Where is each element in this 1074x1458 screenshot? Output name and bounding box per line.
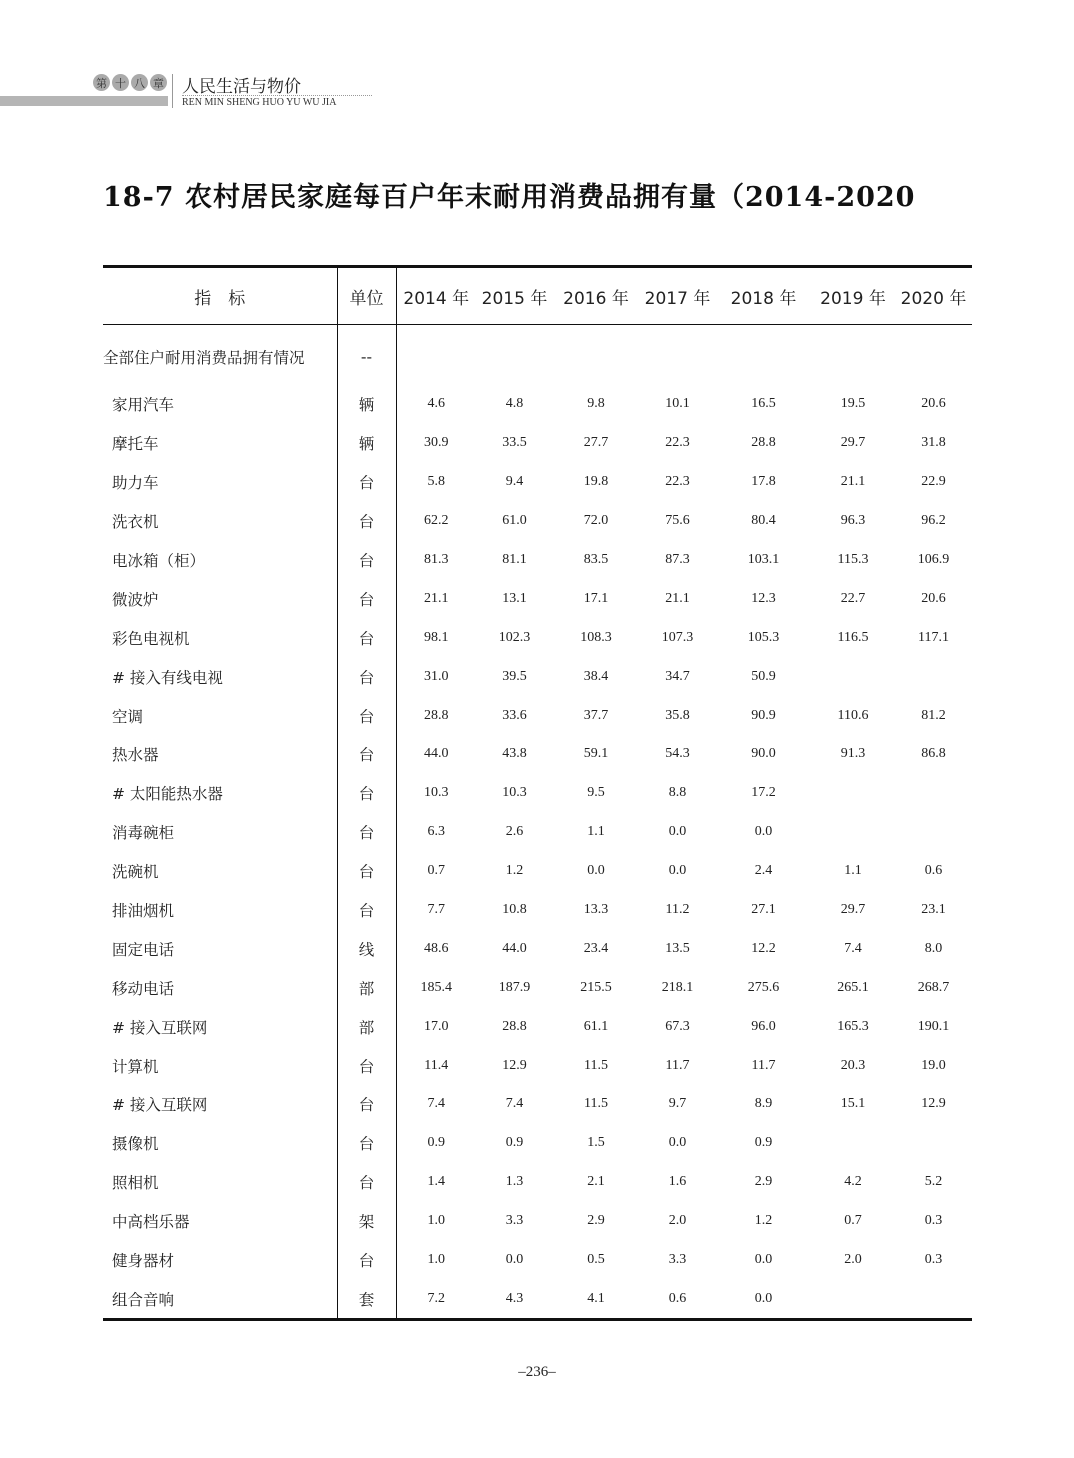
unit-cell: 台 — [337, 541, 396, 580]
value-cell: 81.2 — [921, 707, 946, 723]
value-cell: 11.7 — [751, 1057, 776, 1073]
value-cell: 1.1 — [587, 824, 605, 840]
value-cell: 0.0 — [668, 824, 687, 840]
table-row — [103, 929, 972, 968]
value-cell: 115.3 — [837, 552, 869, 567]
value-cell: 0.3 — [924, 1252, 943, 1268]
value-cell: 2.4 — [754, 863, 773, 879]
value-cell: 28.8 — [502, 1018, 527, 1034]
value-cell: 17.8 — [751, 474, 776, 490]
value-cell: 90.9 — [751, 707, 776, 723]
indicator-name: # 接入有线电视 — [103, 657, 337, 696]
value-cell: 16.5 — [751, 396, 776, 412]
table-row — [103, 1163, 972, 1202]
unit-cell: 台 — [337, 657, 396, 696]
col-header-year: 2016 年 — [553, 267, 639, 325]
table-row — [103, 696, 972, 735]
table-row — [103, 1279, 972, 1319]
value-cell: 38.4 — [583, 668, 609, 684]
indicator-name: 助力车 — [103, 463, 337, 502]
value-cell — [811, 774, 895, 813]
table-row — [103, 968, 972, 1007]
value-cell — [895, 1124, 972, 1163]
value-cell: 10.3 — [502, 785, 527, 801]
col-header-year: 2020 年 — [895, 267, 972, 325]
value-cell: 21.1 — [424, 590, 449, 606]
indicator-name: # 接入互联网 — [103, 1085, 337, 1124]
value-cell: 0.9 — [754, 1135, 773, 1151]
value-cell: 9.5 — [587, 785, 605, 801]
value-cell — [811, 1124, 895, 1163]
value-cell: 54.3 — [665, 746, 690, 762]
indicator-name: 微波炉 — [103, 579, 337, 618]
indicator-name: 移动电话 — [103, 968, 337, 1007]
col-header-indicator: 指 标 — [103, 267, 337, 325]
chapter-title-en: REN MIN SHENG HUO YU WU JIA — [182, 97, 337, 108]
value-cell: 8.0 — [924, 940, 943, 956]
value-cell — [716, 325, 811, 386]
value-cell: 67.3 — [665, 1018, 690, 1034]
value-cell — [811, 325, 895, 386]
indicator-name: # 接入互联网 — [103, 1007, 337, 1046]
value-cell: 1.6 — [668, 1174, 687, 1190]
value-cell: 90.0 — [751, 746, 776, 762]
value-cell: 17.2 — [751, 785, 776, 801]
value-cell: 116.5 — [837, 629, 869, 645]
col-header-unit: 单位 — [337, 267, 396, 325]
value-cell: 59.1 — [583, 746, 609, 762]
value-cell: 103.1 — [747, 552, 780, 567]
value-cell: 61.1 — [583, 1018, 609, 1034]
value-cell: 98.1 — [424, 629, 449, 645]
value-cell: 29.7 — [840, 435, 866, 451]
value-cell — [895, 774, 972, 813]
table-row — [103, 541, 972, 580]
value-cell: 268.7 — [917, 979, 950, 995]
value-cell: 19.5 — [840, 396, 866, 412]
value-cell: 83.5 — [583, 552, 609, 567]
table-row — [103, 735, 972, 774]
value-cell: 190.1 — [917, 1018, 950, 1034]
value-cell: 96.2 — [921, 513, 946, 529]
value-cell: 1.0 — [427, 1213, 445, 1229]
unit-cell: 台 — [337, 463, 396, 502]
value-cell: 2.0 — [668, 1213, 687, 1229]
value-cell — [895, 325, 972, 386]
value-cell: 8.8 — [668, 785, 687, 801]
value-cell: 10.1 — [665, 396, 690, 412]
value-cell: 22.9 — [921, 474, 946, 490]
value-cell: 28.8 — [751, 435, 776, 451]
value-cell: 7.7 — [427, 902, 445, 918]
value-cell: 0.3 — [924, 1213, 943, 1229]
value-cell: 117.1 — [918, 629, 949, 645]
value-cell: 0.7 — [427, 863, 445, 879]
value-cell: 11.5 — [584, 1057, 608, 1073]
value-cell: 1.3 — [505, 1174, 524, 1190]
unit-cell: 台 — [337, 1085, 396, 1124]
value-cell: 7.2 — [396, 1279, 476, 1319]
col-header-year: 2019 年 — [811, 267, 895, 325]
unit-cell: 台 — [337, 579, 396, 618]
value-cell: 11.2 — [665, 902, 690, 918]
value-cell: 21.1 — [840, 474, 866, 490]
page-title: 18-7 农村居民家庭每百户年末耐用消费品拥有量（2014-2020 — [103, 182, 916, 213]
indicator-name: 排油烟机 — [103, 891, 337, 930]
col-header-year: 2014 年 — [396, 267, 476, 325]
chapter-char: 第 — [93, 74, 110, 91]
value-cell — [895, 1279, 972, 1319]
value-cell: 185.4 — [420, 979, 452, 995]
value-cell: 61.0 — [502, 513, 527, 529]
unit-cell: 台 — [337, 891, 396, 930]
value-cell — [811, 657, 895, 696]
indicator-name: 固定电话 — [103, 929, 337, 968]
value-cell: 13.3 — [583, 902, 609, 918]
header-decor-bar — [0, 96, 168, 106]
value-cell: 33.6 — [502, 707, 527, 723]
value-cell: 44.0 — [502, 940, 527, 956]
chapter-title: 人民生活与物价 — [182, 77, 301, 97]
value-cell: 11.7 — [665, 1057, 690, 1073]
value-cell: 3.3 — [668, 1252, 687, 1268]
unit-cell: 台 — [337, 774, 396, 813]
value-cell — [811, 813, 895, 852]
value-cell: 105.3 — [747, 629, 780, 645]
value-cell: 86.8 — [921, 746, 946, 762]
value-cell: 0.5 — [587, 1252, 605, 1268]
value-cell — [396, 325, 476, 386]
unit-cell: 台 — [337, 502, 396, 541]
unit-cell: 台 — [337, 1163, 396, 1202]
value-cell: 1.1 — [844, 863, 862, 879]
value-cell: 0.0 — [754, 1252, 773, 1268]
value-cell: 44.0 — [424, 746, 449, 762]
value-cell: 17.1 — [583, 590, 609, 606]
indicator-name: 彩色电视机 — [103, 618, 337, 657]
chapter-char: 十 — [112, 74, 129, 91]
value-cell: 19.0 — [921, 1057, 946, 1073]
value-cell: 0.9 — [505, 1135, 524, 1151]
value-cell: 4.3 — [476, 1279, 553, 1319]
value-cell: 2.9 — [754, 1174, 773, 1190]
value-cell: 1.2 — [505, 863, 524, 879]
value-cell: 72.0 — [583, 513, 609, 529]
value-cell: 12.3 — [751, 590, 776, 606]
value-cell: 31.0 — [424, 668, 449, 684]
value-cell: 5.2 — [924, 1174, 943, 1190]
unit-cell: 辆 — [337, 424, 396, 463]
value-cell: 13.1 — [502, 590, 527, 606]
unit-cell: 部 — [337, 968, 396, 1007]
value-cell: 96.0 — [751, 1018, 776, 1034]
value-cell: 4.1 — [553, 1279, 639, 1319]
value-cell: 0.0 — [505, 1252, 524, 1268]
value-cell: 265.1 — [837, 979, 869, 995]
value-cell: 81.1 — [502, 552, 527, 567]
value-cell: 80.4 — [751, 513, 776, 529]
unit-cell: -- — [337, 325, 396, 386]
indicator-name: 空调 — [103, 696, 337, 735]
unit-cell: 台 — [337, 696, 396, 735]
table-row — [103, 657, 972, 696]
value-cell — [895, 813, 972, 852]
page-number: –236– — [518, 1364, 556, 1380]
value-cell — [811, 1279, 895, 1319]
value-cell: 11.5 — [584, 1096, 608, 1112]
table-header-row — [103, 267, 972, 325]
indicator-name: 洗碗机 — [103, 852, 337, 891]
value-cell: 22.3 — [665, 435, 690, 451]
unit-cell: 台 — [337, 618, 396, 657]
indicator-name: 消毒碗柜 — [103, 813, 337, 852]
value-cell: 12.9 — [921, 1096, 946, 1112]
col-header-year: 2015 年 — [476, 267, 553, 325]
value-cell: 22.3 — [665, 474, 690, 490]
value-cell: 48.6 — [424, 940, 449, 956]
value-cell: 12.2 — [751, 940, 776, 956]
value-cell: 187.9 — [498, 979, 531, 995]
value-cell: 33.5 — [502, 435, 527, 451]
value-cell: 21.1 — [665, 590, 690, 606]
value-cell: 0.6 — [639, 1279, 716, 1319]
value-cell — [639, 325, 716, 386]
header-divider — [172, 74, 173, 108]
table-row — [103, 1241, 972, 1280]
indicator-name: 摄像机 — [103, 1124, 337, 1163]
table-row — [103, 618, 972, 657]
col-header-year: 2017 年 — [639, 267, 716, 325]
value-cell: 9.7 — [668, 1096, 687, 1112]
indicator-name: 组合音响 — [103, 1279, 337, 1319]
table-row — [103, 385, 972, 424]
value-cell: 6.3 — [427, 824, 445, 840]
value-cell: 39.5 — [502, 668, 527, 684]
value-cell: 31.8 — [921, 435, 946, 451]
value-cell: 34.7 — [665, 668, 690, 684]
value-cell: 1.2 — [754, 1213, 773, 1229]
value-cell: 91.3 — [840, 746, 866, 762]
table-row — [103, 1046, 972, 1085]
value-cell: 1.5 — [587, 1135, 605, 1151]
value-cell: 87.3 — [665, 552, 690, 567]
value-cell: 7.4 — [505, 1096, 524, 1112]
indicator-name: 健身器材 — [103, 1241, 337, 1280]
unit-cell: 台 — [337, 1241, 396, 1280]
value-cell: 11.4 — [424, 1057, 449, 1073]
table-row — [103, 1124, 972, 1163]
value-cell: 0.0 — [668, 863, 687, 879]
value-cell: 4.2 — [844, 1174, 862, 1190]
unit-cell: 套 — [337, 1279, 396, 1319]
table-row — [103, 463, 972, 502]
header-dotted-rule — [182, 95, 372, 96]
value-cell: 62.2 — [424, 513, 449, 529]
value-cell: 8.9 — [754, 1096, 773, 1112]
value-cell: 29.7 — [840, 902, 866, 918]
value-cell: 7.4 — [844, 940, 862, 956]
durable-goods-table — [103, 265, 972, 1321]
unit-cell: 线 — [337, 929, 396, 968]
value-cell: 1.4 — [427, 1174, 445, 1190]
value-cell: 30.9 — [424, 435, 449, 451]
indicator-name: 洗衣机 — [103, 502, 337, 541]
value-cell: 107.3 — [661, 629, 694, 645]
indicator-name: 电冰箱（柜） — [103, 541, 337, 580]
value-cell: 9.8 — [587, 396, 605, 412]
indicator-name: # 太阳能热水器 — [103, 774, 337, 813]
value-cell: 17.0 — [424, 1018, 449, 1034]
indicator-name: 计算机 — [103, 1046, 337, 1085]
unit-cell: 台 — [337, 735, 396, 774]
value-cell: 37.7 — [583, 707, 609, 723]
table-row — [103, 891, 972, 930]
value-cell: 2.9 — [587, 1213, 605, 1229]
col-header-year: 2018 年 — [716, 267, 811, 325]
value-cell: 4.8 — [505, 396, 524, 412]
value-cell — [895, 657, 972, 696]
value-cell: 20.6 — [921, 590, 946, 606]
value-cell: 5.8 — [427, 474, 445, 490]
value-cell: 27.1 — [751, 902, 776, 918]
value-cell: 0.0 — [754, 824, 773, 840]
value-cell: 27.7 — [583, 435, 609, 451]
value-cell: 4.6 — [427, 396, 445, 412]
value-cell: 50.9 — [751, 668, 776, 684]
value-cell: 2.1 — [587, 1174, 605, 1190]
value-cell: 96.3 — [840, 513, 866, 529]
value-cell: 275.6 — [747, 979, 780, 995]
table-row — [103, 852, 972, 891]
value-cell: 0.0 — [587, 863, 605, 879]
unit-cell: 台 — [337, 852, 396, 891]
value-cell: 12.9 — [502, 1057, 527, 1073]
value-cell: 102.3 — [498, 629, 531, 645]
value-cell: 215.5 — [580, 979, 612, 995]
value-cell: 165.3 — [837, 1018, 869, 1034]
value-cell: 20.6 — [921, 396, 946, 412]
value-cell: 23.1 — [921, 902, 946, 918]
value-cell: 0.6 — [924, 863, 943, 879]
unit-cell: 部 — [337, 1007, 396, 1046]
indicator-name: 中高档乐器 — [103, 1202, 337, 1241]
value-cell: 13.5 — [665, 940, 690, 956]
value-cell: 15.1 — [840, 1096, 866, 1112]
value-cell: 43.8 — [502, 746, 527, 762]
value-cell: 35.8 — [665, 707, 690, 723]
unit-cell: 台 — [337, 1124, 396, 1163]
indicator-name: 全部住户耐用消费品拥有情况 — [103, 325, 337, 386]
value-cell: 0.0 — [668, 1135, 687, 1151]
value-cell: 28.8 — [424, 707, 449, 723]
unit-cell: 辆 — [337, 385, 396, 424]
value-cell: 1.0 — [427, 1252, 445, 1268]
table-row — [103, 1202, 972, 1241]
table-row — [103, 1085, 972, 1124]
value-cell: 108.3 — [580, 629, 612, 645]
value-cell: 0.0 — [716, 1279, 811, 1319]
value-cell: 2.6 — [505, 824, 524, 840]
chapter-char: 八 — [131, 74, 148, 91]
value-cell: 19.8 — [583, 474, 609, 490]
unit-cell: 架 — [337, 1202, 396, 1241]
value-cell: 218.1 — [661, 979, 694, 995]
value-cell — [476, 325, 553, 386]
chapter-label — [93, 74, 167, 91]
value-cell: 10.3 — [424, 785, 449, 801]
value-cell: 2.0 — [844, 1252, 862, 1268]
value-cell: 9.4 — [505, 474, 524, 490]
indicator-name: 热水器 — [103, 735, 337, 774]
value-cell: 23.4 — [583, 940, 609, 956]
table-row — [103, 424, 972, 463]
value-cell: 20.3 — [840, 1057, 866, 1073]
chapter-char: 章 — [150, 74, 167, 91]
value-cell: 81.3 — [424, 552, 449, 567]
value-cell: 110.6 — [837, 707, 869, 723]
indicator-name: 家用汽车 — [103, 385, 337, 424]
value-cell — [553, 325, 639, 386]
value-cell: 7.4 — [427, 1096, 445, 1112]
table-row — [103, 579, 972, 618]
value-cell: 106.9 — [917, 552, 950, 567]
table-row — [103, 1007, 972, 1046]
table-row — [103, 774, 972, 813]
unit-cell: 台 — [337, 1046, 396, 1085]
value-cell: 10.8 — [502, 902, 527, 918]
value-cell: 75.6 — [665, 513, 690, 529]
value-cell: 22.7 — [840, 590, 866, 606]
value-cell: 3.3 — [505, 1213, 524, 1229]
indicator-name: 摩托车 — [103, 424, 337, 463]
value-cell: 0.9 — [427, 1135, 445, 1151]
value-cell: 0.7 — [844, 1213, 862, 1229]
table-row — [103, 325, 972, 386]
table-row — [103, 502, 972, 541]
indicator-name: 照相机 — [103, 1163, 337, 1202]
table-row — [103, 813, 972, 852]
unit-cell: 台 — [337, 813, 396, 852]
